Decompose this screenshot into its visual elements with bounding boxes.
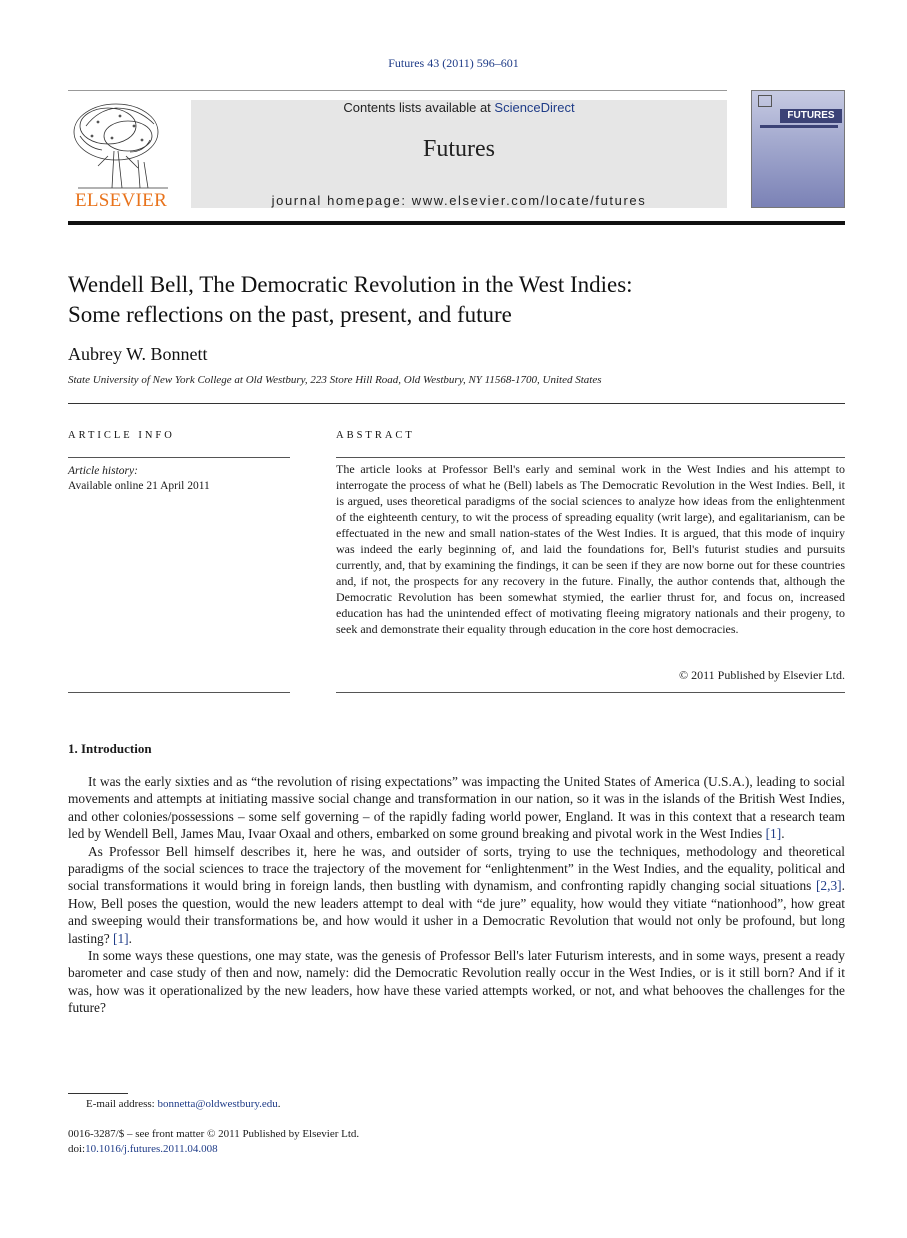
author-name: Aubrey W. Bonnett — [68, 344, 208, 364]
cover-strip — [760, 125, 838, 128]
article-info-label: ARTICLE INFO — [68, 430, 175, 441]
body-text — [68, 773, 845, 1017]
article-info-rule — [68, 457, 290, 458]
paragraph-2-end: . — [128, 930, 132, 946]
reference-link[interactable]: [1] — [113, 930, 129, 946]
footnote-rule — [68, 1093, 128, 1094]
paragraph-2-middle: . How, Bell poses the question, would the new leaders attempt to deal with “de jure” equality, how would they vitiate “nationhood”, how great and sweeping would their transformations be, and how would it usher in a Democratic Revolution that would not only be profound, but long lasting? — [68, 878, 845, 946]
abstract-rule — [336, 457, 845, 458]
paragraph-1-end: . — [781, 826, 785, 842]
journal-cover-thumbnail[interactable] — [751, 90, 845, 208]
journal-homepage-link[interactable]: journal homepage: www.elsevier.com/locate/futures — [271, 193, 647, 208]
author-affiliation: State University of New York College at Old Westbury, 223 Store Hill Road, Old Westbury, NY 11568-1700, United States — [68, 374, 602, 386]
sciencedirect-link[interactable]: ScienceDirect — [494, 100, 575, 115]
abstract-bottom-rule — [336, 692, 845, 693]
cover-emblem-icon — [758, 95, 772, 107]
doi-label: doi: — [68, 1143, 86, 1155]
affiliation-rule — [68, 403, 845, 404]
cover-title: FUTURES — [780, 109, 842, 123]
article-info-bottom-rule — [68, 692, 290, 693]
article-title — [68, 270, 848, 330]
paragraph-1 — [68, 773, 845, 843]
email-link[interactable]: bonnetta@oldwestbury.edu — [157, 1098, 278, 1110]
paragraph-2-text: As Professor Bell himself describes it, here he was, and outsider of sorts, trying to use the techniques, methodology and theoretical paradigms of the social sciences to trace the trajectory of the movement for “enlightenment” in the West Indies, and the equality, political and social transformations it would bring in foreign lands, then bustling with dynamism, and confronting rapidly changing social situations — [68, 843, 845, 894]
paragraph-2 — [68, 843, 845, 947]
contents-availability-line — [191, 100, 727, 115]
header-thick-rule — [68, 221, 845, 225]
section-heading-introduction: 1. Introduction — [68, 741, 152, 756]
elsevier-wordmark[interactable]: ELSEVIER — [74, 190, 168, 211]
journal-name: Futures — [423, 136, 495, 162]
title-line-2: Some reflections on the past, present, and future — [68, 302, 512, 327]
email-label: E-mail address: — [86, 1098, 158, 1110]
reference-link[interactable]: [2,3] — [815, 878, 842, 894]
article-history-value: Available online 21 April 2011 — [68, 480, 210, 492]
header-top-rule — [68, 90, 727, 91]
paragraph-1-text: It was the early sixties and as “the revolution of rising expectations” was impacting the United States of America (U.S.A.), leading to social movements and attempts at initiating massive social change and transformation in our nation, so it was in the islands of the British West Indies, and other colonies/possessions – some self governing – of the rapidly fading world power, England. It was in this context that a research team led by Wendell Bell, James Mau, Ivaar Oxaal and others, embarked on some ground breaking and pivotal work in the West Indies — [68, 774, 845, 842]
contents-prefix: Contents lists available at — [343, 100, 495, 115]
email-footnote — [86, 1098, 281, 1110]
issn-line: 0016-3287/$ – see front matter © 2011 Published by Elsevier Ltd. — [68, 1128, 360, 1140]
doi-line — [68, 1143, 218, 1155]
abstract-text: The article looks at Professor Bell's early and seminal work in the West Indies and his attempt to interrogate the process of what he (Bell) labels as The Democratic Revolution in the West Indies. Bell, it is argued, uses theoretical paradigms of the social sciences to analyze how ideas from the enlightenment of the eighteenth century, to wit the process of spreading equality (writ large), and egalitarianism, can be effectuated in the new and small nation-states of the West Indies. It is argued, that this mode of inquiry was indeed the early beginning of, and laid the foundations for, Bell's futurist studies and pursuits currently, and, that by examining the findings, it can be seen if they are now borne out for these countries and, if not, the prospects for any recovery in the future. Finally, the author contends that, although the Democratic Revolution has been somewhat stymied, the earlier thrust for, and focus on, increased education has had the unintended effect of motivating fleeing migratory nationals and their progeny, to seek and demonstrate their equality through education in the core host democracies. — [336, 462, 845, 636]
title-line-1: Wendell Bell, The Democratic Revolution in the West Indies: — [68, 272, 633, 297]
paragraph-3: In some ways these questions, one may state, was the genesis of Professor Bell's later Futurism interests, and in some ways, present a ready barometer and case study of then and now, namely: did the Democratic Revolution really occur in the West Indies, or is it still born? And if it was, how was it operationalized by the new leaders, how have these varied attempts worked, or not, and what behooves the challenges for the future? — [68, 948, 845, 1016]
doi-link[interactable]: 10.1016/j.futures.2011.04.008 — [85, 1143, 218, 1155]
reference-link[interactable]: [1] — [765, 826, 782, 842]
article-history-label: Article history: — [68, 465, 138, 477]
abstract-label: ABSTRACT — [336, 430, 415, 441]
email-end: . — [277, 1098, 281, 1110]
journal-citation[interactable]: Futures 43 (2011) 596–601 — [388, 56, 519, 70]
abstract-copyright: © 2011 Published by Elsevier Ltd. — [679, 668, 845, 682]
